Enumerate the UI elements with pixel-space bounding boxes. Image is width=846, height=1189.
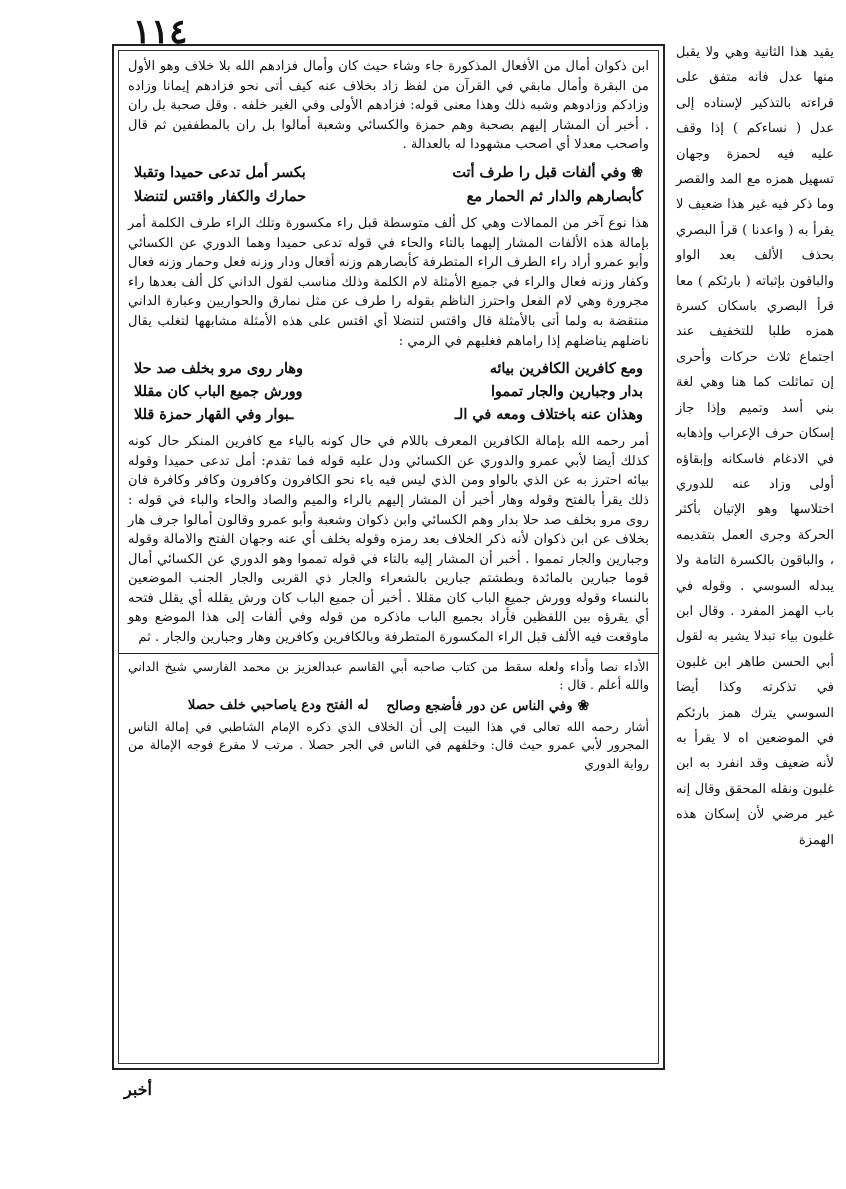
catchword: أخبر — [124, 1080, 152, 1099]
verse-4-hemistich-right: بدار وجبارين والجار تمموا — [490, 383, 643, 401]
commentary-paragraph-2: أمر رحمه الله بإمالة الكافرين المعرف باللام في حال كونه بالياء مع كافرين المنكر حال كونه كذلك أيضا لأبي عمرو والدوري عن الكسائي ودل عليه قوله فما تقدم: أمل تدعى حميدا وقوله بيائه احترز به عن الذي بالواو ومن الذي ليس فيه ياء نحو الكافرون وكافرون وكافر وكافرة فان ذلك يقرأ بالفتح وقوله وهار أخبر أن المشار إليهم بالراء والميم والصاد والحاء والباء في قوله : روى مرو بخلف صد حلا بدار وهم الكسائي وابن ذكوان وشعبة وأبو عمرو وقالون أمالوا جرف هار بخلاف عن ابن ذكوان لأنه ذكر الخلاف بعد رمزه وقوله بخلف أي عنه وجهان الفتح والامالة وقوله وجبارين والجار تمموا . أخبر أن المشار إليه بالتاء في قوله تمموا وهو الدوري عن الكسائي أمال قوما جبارين بالمائدة وبطشتم جبارين بالشعراء والجار ذي القربى والجار الجنب الموضعين بالنساء وقوله وورش جميع الباب كان مقللا . أخبر أن جميع الباب كان ورش يقلله أي يقلل فتحه أي يقرؤه بين اللفظين فأراد بجميع الباب ماذكره من قوله وفي ألفات إلى هذا الموضع وهو ماوقعت فيه الألف قبل الراء المكسورة المتطرفة وبالكافرين وكافرين وهار وجبارين والجار . ثم — [128, 434, 649, 646]
footnote — [128, 658, 649, 774]
footnote-separator — [119, 653, 658, 654]
verse-3-hemistich-left: وهار روى مرو بخلف صد حلا — [134, 360, 303, 378]
footnote-verse-left: له الفتح ودع ياصاحبي خلف حصلا — [187, 697, 369, 713]
intro-paragraph: ابن ذكوان أمال من الأفعال المذكورة جاء وشاء حيث كان وأمال فزادهم الله بلا خلاف وهو الأول من البقرة وأمال مابقي في القرآن من لفظ زاد بخلاف عنه كيف أتى نحو فزادهم إيمانا وزاده وزادكم وزادوهم وشبه ذلك وهذا معنى قوله: فزادهم الأولى وفي الغير خلفه . وقل صحبة بل ران . أخبر أن المشار إليهم بصحبة وهم حمزة والكسائي وشعبة أمالوا بل ران بالمطففين ثم قال واصحب معدلا أي اصحب مشهودا له بالعدالة . — [128, 59, 649, 153]
margin-text: يقيد هذا الثانية وهي ولا يقبل منها عدل فانه متفق على قراءته بالتذكير لإسناده إلى عدل ( نساءكم ) إذا وقف عليه فيه لحمزة وجهان تسهيل همزه مع المد والقصر وما ذكر فيه غير هذا ضعيف لا يقرأ به ( واعدنا ) قرأ البصري بحذف الألف بعد الواو والباقون بإثباته ( بارئكم ) معا قرأ البصري باسكان كسرة همزه طلبا للتخفيف عند اجتماع ثلاث حركات وأحرى إن تماثلت كما هنا وهي لغة بني أسد وتميم وإذا جاز إسكان حرف الإعراب وإذهابه في الادغام فاسكانه وإبقاؤه أولى وزاد عنه للدوري اختلاسها وهو الإتيان بأكثر الحركة وجرى العمل بتقديمه ، والباقون بالكسرة التامة ولا يبدله السوسي . وقوله في باب الهمز المفرد . وقال ابن غلبون بياء تبدلا يشير به لقول أبي الحسن طاهر ابن غلبون في تذكرته وكذا أيضا السوسي يترك همز بارئكم في الموضعين اه لا يقرأ به لأنه ضعيف وقد انفرد به ابن غلبون ونقله المحقق وقال إنه غير مرضي لأن إسكان هذه الهمزة — [676, 45, 834, 848]
footnote-verse — [128, 695, 649, 718]
poem-verse-3 — [128, 357, 649, 380]
footnote-intro: الأداء نصا وأداء ولعله سقط من كتاب صاحبه أبي القاسم عبدالعزيز بن محمد الفارسي شيخ الداني والله أعلم . قال : — [128, 658, 649, 693]
margin-commentary — [676, 40, 834, 853]
verse-ornament-icon: ❀ — [626, 164, 643, 181]
verse-2-hemistich-left: حمارك والكفار واقتس لتنضلا — [134, 187, 306, 205]
poem-verse-1 — [128, 161, 649, 185]
footnote-verse-right: ❀ وفي الناس عن دور فأضجع وصالح — [386, 697, 590, 714]
verse-2-hemistich-right: كأبصارهم والدار ثم الحمار مع — [466, 187, 643, 205]
commentary-paragraph-1: هذا نوع آخر من الممالات وهي كل ألف متوسطة قبل راء مكسورة وتلك الراء طرف الكلمة أمر بإمالة هذه الألفات المشار إليهما بالتاء والحاء في قوله تدعى حميدا وهما الدوري عن الكسائي وأبو عمرو أراد راء الطرف الراء المتطرفة كأبصارهم وزنه أفعال ودار وزنه فعل وحمار وزنه فعال وكفار وزنه فعال والراء في جميع الأمثلة لام الكلمة وذلك مناسب لقول الداني كل ألف بعدها راء مجرورة وهي لام الفعل واحترز الناظم بقوله را طرف عن مثل نمارق والحواريين وعبارة الداني منتقضة به ولما أتى بالأمثلة قال واقتس لتنضلا أي اقتس على هذه الأمثلة مشابهها لتغلب يقال ناضلهم يناضلهم إذا راماهم فغلبهم في الرمي : — [128, 215, 649, 349]
main-text-inner — [118, 50, 659, 1064]
verse-3-hemistich-right: ومع كافرين الكافرين بيائه — [489, 360, 643, 378]
poem-verse-2 — [128, 185, 649, 208]
main-text-frame — [112, 44, 665, 1070]
verse-5-hemistich-left: ـبوار وفي القهار حمزة قللا — [134, 406, 294, 424]
footnote-commentary: أشار رحمه الله تعالى في هذا البيت إلى أن الخلاف الذي ذكره الإمام الشاطبي في إمالة الناس المجرور لأبي عمرو حيث قال: وخلفهم في الناس في الجر حصلا . مرتب لا مفرع فوجه الإمالة من رواية الدوري — [128, 718, 649, 772]
verse-5-hemistich-right: وهذان عنه باختلاف ومعه في الـ — [454, 406, 643, 424]
poem-verse-4 — [128, 380, 649, 403]
page-number: ١١٤ — [132, 12, 188, 52]
poem-verse-5 — [128, 403, 649, 426]
verse-1-hemistich-left: بكسر أمل تدعى حميدا وتقبلا — [134, 163, 306, 181]
verse-1-hemistich-right: ❀ وفي ألفات قبل را طرف أتت — [452, 163, 643, 181]
verse-4-hemistich-left: وورش جميع الباب كان مقللا — [134, 383, 303, 401]
verse-ornament-icon: ❀ — [572, 697, 590, 714]
